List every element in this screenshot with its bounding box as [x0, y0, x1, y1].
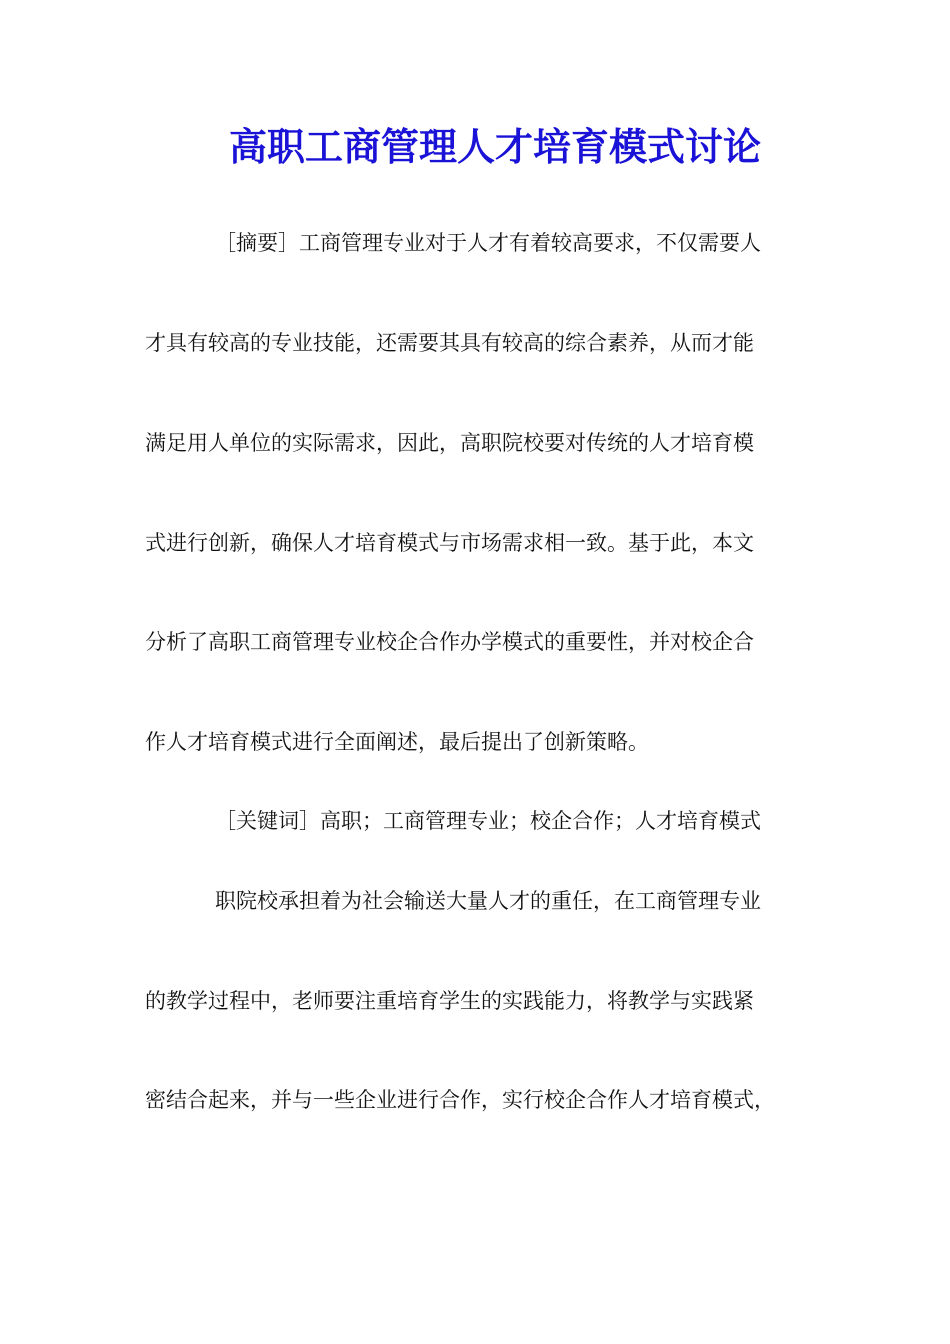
abstract-line: 作人才培育模式进行全面阐述，最后提出了创新策略。 [145, 730, 649, 754]
abstract-line: ［摘要］工商管理专业对于人才有着较高要求，不仅需要人 [215, 231, 761, 255]
abstract-line: 式进行创新，确保人才培育模式与市场需求相一致。基于此，本文 [145, 531, 754, 555]
body-paragraph-line: 密结合起来，并与一些企业进行合作，实行校企合作人才培育模式， [145, 1088, 775, 1112]
body-paragraph-line: 的教学过程中，老师要注重培育学生的实践能力，将教学与实践紧 [145, 989, 754, 1013]
abstract-line: 满足用人单位的实际需求，因此，高职院校要对传统的人才培育模 [145, 431, 754, 455]
document-title: 高职工商管理人才培育模式讨论 [228, 124, 761, 169]
keywords-line: ［关键词］高职；工商管理专业；校企合作；人才培育模式 [215, 809, 761, 833]
abstract-line: 才具有较高的专业技能，还需要其具有较高的综合素养，从而才能 [145, 331, 754, 355]
abstract-line: 分析了高职工商管理专业校企合作办学模式的重要性，并对校企合 [145, 630, 754, 654]
body-paragraph-line: 职院校承担着为社会输送大量人才的重任，在工商管理专业 [215, 889, 761, 913]
